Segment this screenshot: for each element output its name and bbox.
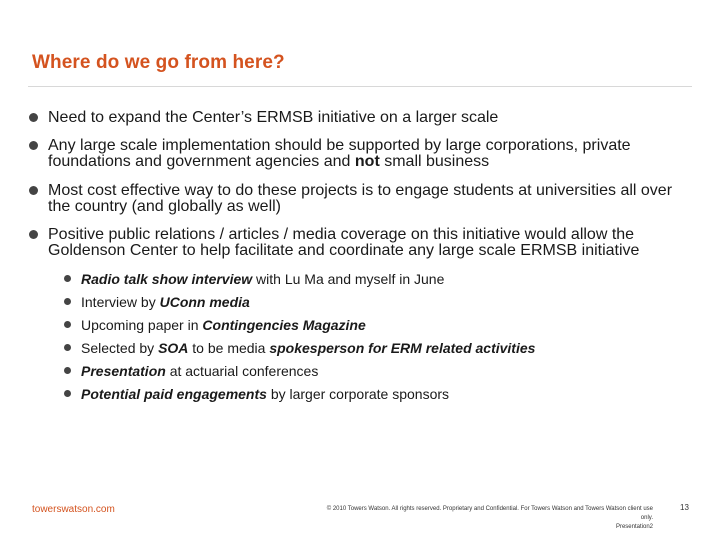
body-text: at actuarial conferences: [165, 363, 319, 379]
bullet-list: [24, 110, 694, 402]
sub-bullet-item: [63, 317, 694, 333]
body-text: to be media: [188, 340, 270, 356]
page-number: 13: [680, 503, 689, 512]
bullet-item: Any large scale implementation should be supported by large corporations, private foundations and government agencies and not small business: [24, 138, 694, 170]
sub-bullet-dot-icon: [64, 344, 71, 351]
bullet-dot-icon: [29, 141, 38, 150]
bullet-dot-icon: [29, 113, 38, 122]
bullet-dot-icon: [29, 186, 38, 195]
emphasis-text: spokesperson for ERM related activities: [269, 340, 536, 356]
emphasis-text: Presentation: [81, 363, 166, 379]
sub-bullet-item: [63, 271, 694, 287]
title-divider: [28, 86, 692, 87]
sub-bullet-dot-icon: [64, 298, 71, 305]
sub-bullet-item: [63, 363, 694, 379]
sub-bullet-dot-icon: [64, 367, 71, 374]
emphasis-text: UConn media: [159, 294, 250, 310]
sub-bullet-item: [63, 294, 694, 310]
bullet-item: Most cost effective way to do these projects is to engage students at universities all over the country (and globally as well): [24, 183, 694, 215]
sub-bullet-dot-icon: [64, 390, 71, 397]
bullet-dot-icon: [29, 230, 38, 239]
page-title: Where do we go from here?: [32, 52, 285, 73]
bullet-item: Positive public relations / articles / media coverage on this initiative would allow the Goldenson Center to help facilitate and coordinate any large scale ERMSB initiative: [24, 227, 694, 259]
sub-bullet-dot-icon: [64, 321, 71, 328]
footer-brand: towerswatson.com: [32, 504, 115, 515]
body-text: Selected by: [81, 340, 159, 356]
sub-bullet-list: [63, 271, 694, 402]
sub-bullet-dot-icon: [64, 275, 71, 282]
emphasis-text: Radio talk show interview: [81, 271, 253, 287]
emphasis-text: Contingencies Magazine: [202, 317, 366, 333]
body-text: Upcoming paper in: [81, 317, 203, 333]
bullet-item: Need to expand the Center’s ERMSB initiative on a larger scale: [24, 110, 694, 126]
body-text: Interview by: [81, 294, 160, 310]
sub-bullet-item: [63, 386, 694, 402]
footer-legal: © 2010 Towers Watson. All rights reserved. Proprietary and Confidential. For Towers Watson and Towers Watson client use only. Presentation2: [326, 506, 653, 530]
sub-bullet-item: [63, 340, 694, 356]
emphasis-text: Potential paid engagements: [81, 386, 267, 402]
body-text: with Lu Ma and myself in June: [252, 271, 445, 287]
body-text: by larger corporate sponsors: [266, 386, 450, 402]
emphasis-text: SOA: [158, 340, 189, 356]
